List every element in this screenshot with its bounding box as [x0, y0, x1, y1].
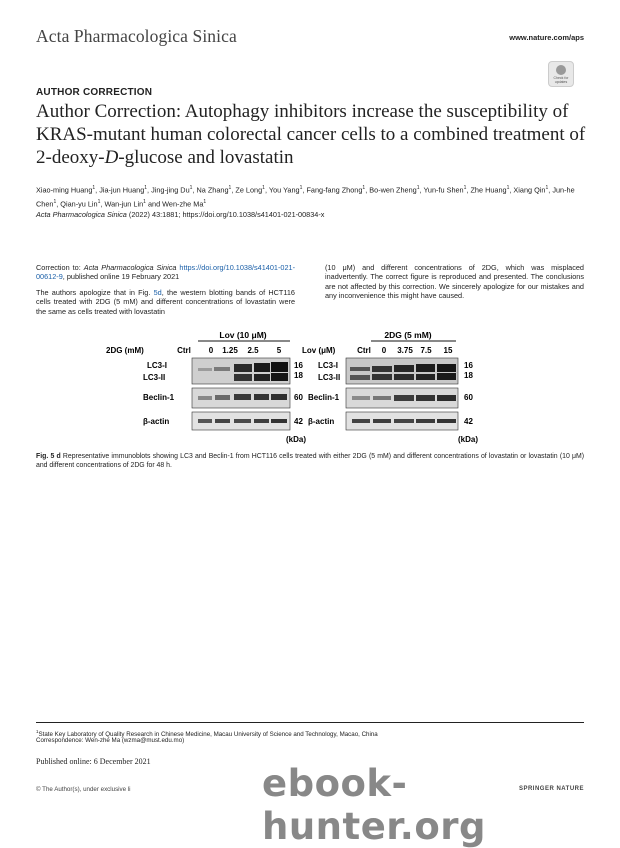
left-lane-label: 1.25	[222, 346, 238, 355]
left-lane-label: 2.5	[247, 346, 259, 355]
left-lane-label: 5	[276, 346, 282, 355]
right-lane-label: Ctrl	[357, 346, 371, 355]
original-article-link[interactable]: https://doi.org/10.1038/s41401-021-00612-9	[36, 263, 296, 282]
right-row-label-beclin-1: Beclin-1	[308, 393, 340, 402]
figure-caption	[36, 452, 584, 470]
correspondence-footnote: Correspondence: Wen-zhe Ma (wzma@must.edu.mo)	[36, 737, 185, 744]
left-lane-labels	[177, 346, 282, 355]
left-kda-60: 60	[294, 393, 303, 402]
check-for-updates-badge[interactable]	[548, 61, 574, 87]
copyright-line: © The Author(s), under exclusive li	[36, 786, 131, 793]
left-kda-16: 16	[294, 361, 303, 370]
body-column-right	[325, 263, 584, 301]
check-updates-icon	[556, 65, 566, 75]
author-name[interactable]: Zhe Huang	[470, 185, 507, 195]
left-row-label-beta-actin: β-actin	[143, 417, 170, 426]
author-name[interactable]: Fang-fang Zhong	[306, 185, 363, 195]
left-row-label-beclin-1: Beclin-1	[143, 393, 175, 402]
author-name[interactable]: Jia-jun Huang	[99, 185, 145, 195]
journal-website-link[interactable]: www.nature.com/aps	[509, 33, 584, 42]
left-axis-label: 2DG (mM)	[106, 346, 144, 355]
author-name[interactable]: Bo-wen Zheng	[369, 185, 417, 195]
author-list: Xiao-ming Huang$^1$, Jia-jun Huang$^1$, Jing-jing Du$^1$, Na Zhang$^1$, Ze Long$^1$, You Yang$^1$, Fang-fang Zhong$^1$, Bo-wen Zheng$^1$, Yun-fu Shen$^1$, Zhe Huang$^1$, Xiang Qin$^1$, Jun-he Chen$^1$, Qian-yu Lin$^1$, Wan-jun Lin$^1$ and Wen-zhe Ma$^1$	[36, 185, 575, 209]
figure-caption-label: Fig. 5 d	[36, 453, 61, 460]
left-group-label: Lov (10 μM)	[219, 330, 267, 340]
right-blot-panel	[302, 330, 478, 444]
right-lane-label: 15	[443, 346, 453, 355]
right-lane-label: 3.75	[397, 346, 413, 355]
right-kda-unit: (kDa)	[458, 435, 479, 444]
author-name[interactable]: Ze Long	[235, 185, 263, 195]
right-lane-labels	[357, 346, 453, 355]
left-actin-bands	[198, 419, 287, 423]
article-type: AUTHOR CORRECTION	[36, 87, 153, 98]
author-name[interactable]: You Yang	[268, 185, 300, 195]
citation-details: (2022) 43:1881; https://doi.org/10.1038/s41401-021-00834-x	[128, 210, 325, 219]
author-name[interactable]: Xiang Qin	[513, 185, 546, 195]
western-blot-figure	[100, 328, 530, 446]
right-row-label-lc3-i: LC3-I	[318, 361, 338, 370]
left-lane-label: Ctrl	[177, 346, 191, 355]
left-kda-unit: (kDa)	[286, 435, 307, 444]
correction-to-journal: Acta Pharmacologica Sinica	[83, 263, 177, 272]
body-paragraph-1: The authors apologize that in Fig. 5d, the western blotting bands of HCT116 cells treated with 2DG (5 mM) and different concentrations of lovastatin were the same as cells treated with lovastatin	[36, 287, 295, 316]
footnote-divider	[36, 722, 584, 723]
published-online-date: Published online: 6 December 2021	[36, 757, 151, 766]
author-name[interactable]: Xiao-ming Huang	[36, 185, 93, 195]
watermark-text: ebook-hunter.org	[262, 762, 486, 848]
author-name[interactable]: Jun-he Chen	[36, 185, 575, 209]
left-kda-42: 42	[294, 417, 303, 426]
author-name[interactable]: Wen-zhe Ma	[162, 199, 204, 209]
author-name[interactable]: Yun-fu Shen	[423, 185, 464, 195]
right-kda-18: 18	[464, 371, 473, 380]
body-paragraph-2: (10 μM) and different concentrations of 2DG, which was misplaced inadvertently. The correct figure is reproduced and presented. The conclusions are not affected by this correction. We sincerely apologize for our mistakes and any inconvenience this might have caused.	[325, 263, 584, 301]
left-row-label-lc3-i: LC3-I	[147, 361, 167, 370]
right-kda-42: 42	[464, 417, 473, 426]
right-kda-16: 16	[464, 361, 473, 370]
correction-to-line: Correction to: Acta Pharmacologica Sinica https://doi.org/10.1038/s41401-021-00612-9, published online 19 February 2021	[36, 263, 296, 282]
right-lane-label: 7.5	[420, 346, 432, 355]
left-blot-panel	[106, 330, 306, 444]
right-kda-60: 60	[464, 393, 473, 402]
author-name[interactable]: Wan-jun Lin	[104, 199, 144, 209]
right-lane-label: 0	[381, 346, 387, 355]
publisher-logo: SPRINGER NATURE	[518, 786, 584, 792]
author-name[interactable]: Jing-jing Du	[151, 185, 190, 195]
right-row-label-beta-actin: β-actin	[308, 417, 335, 426]
author-name[interactable]: Na Zhang	[196, 185, 229, 195]
check-updates-label: Check for updates	[553, 75, 569, 84]
journal-name: Acta Pharmacologica Sinica	[36, 26, 237, 46]
left-row-label-lc3-ii: LC3-II	[143, 373, 166, 382]
affiliation-footnote: $^1$State Key Laboratory of Quality Research in Chinese Medicine, Macau University of Science and Technology, Macao, China	[36, 729, 378, 739]
left-lane-label: 0	[208, 346, 214, 355]
article-title: Author Correction: Autophagy inhibitors increase the susceptibility of KRAS-mutant human colorectal cancer cells to a combined treatment of 2-deoxy-D-glucose and lovastatin	[36, 101, 586, 168]
figure-caption-text: Representative immunoblots showing LC3 and Beclin-1 from HCT116 cells treated with either 2DG (5 mM) and different concentrations of lovastatin or lovastatin (10 μM) and different concentrations of 2DG for 48 h.	[36, 453, 584, 469]
author-name[interactable]: Qian-yu Lin	[60, 199, 98, 209]
article-citation	[36, 210, 324, 219]
citation-journal: Acta Pharmacologica Sinica	[36, 210, 127, 219]
right-axis-label: Lov (μM)	[302, 346, 336, 355]
figure-reference-link[interactable]: 5d	[153, 287, 162, 297]
left-kda-18: 18	[294, 371, 303, 380]
right-actin-bands	[352, 419, 456, 423]
title-d-italic: D	[104, 147, 119, 168]
right-row-label-lc3-ii: LC3-II	[318, 373, 341, 382]
body-column-left	[36, 263, 295, 316]
right-group-label: 2DG (5 mM)	[384, 330, 432, 340]
